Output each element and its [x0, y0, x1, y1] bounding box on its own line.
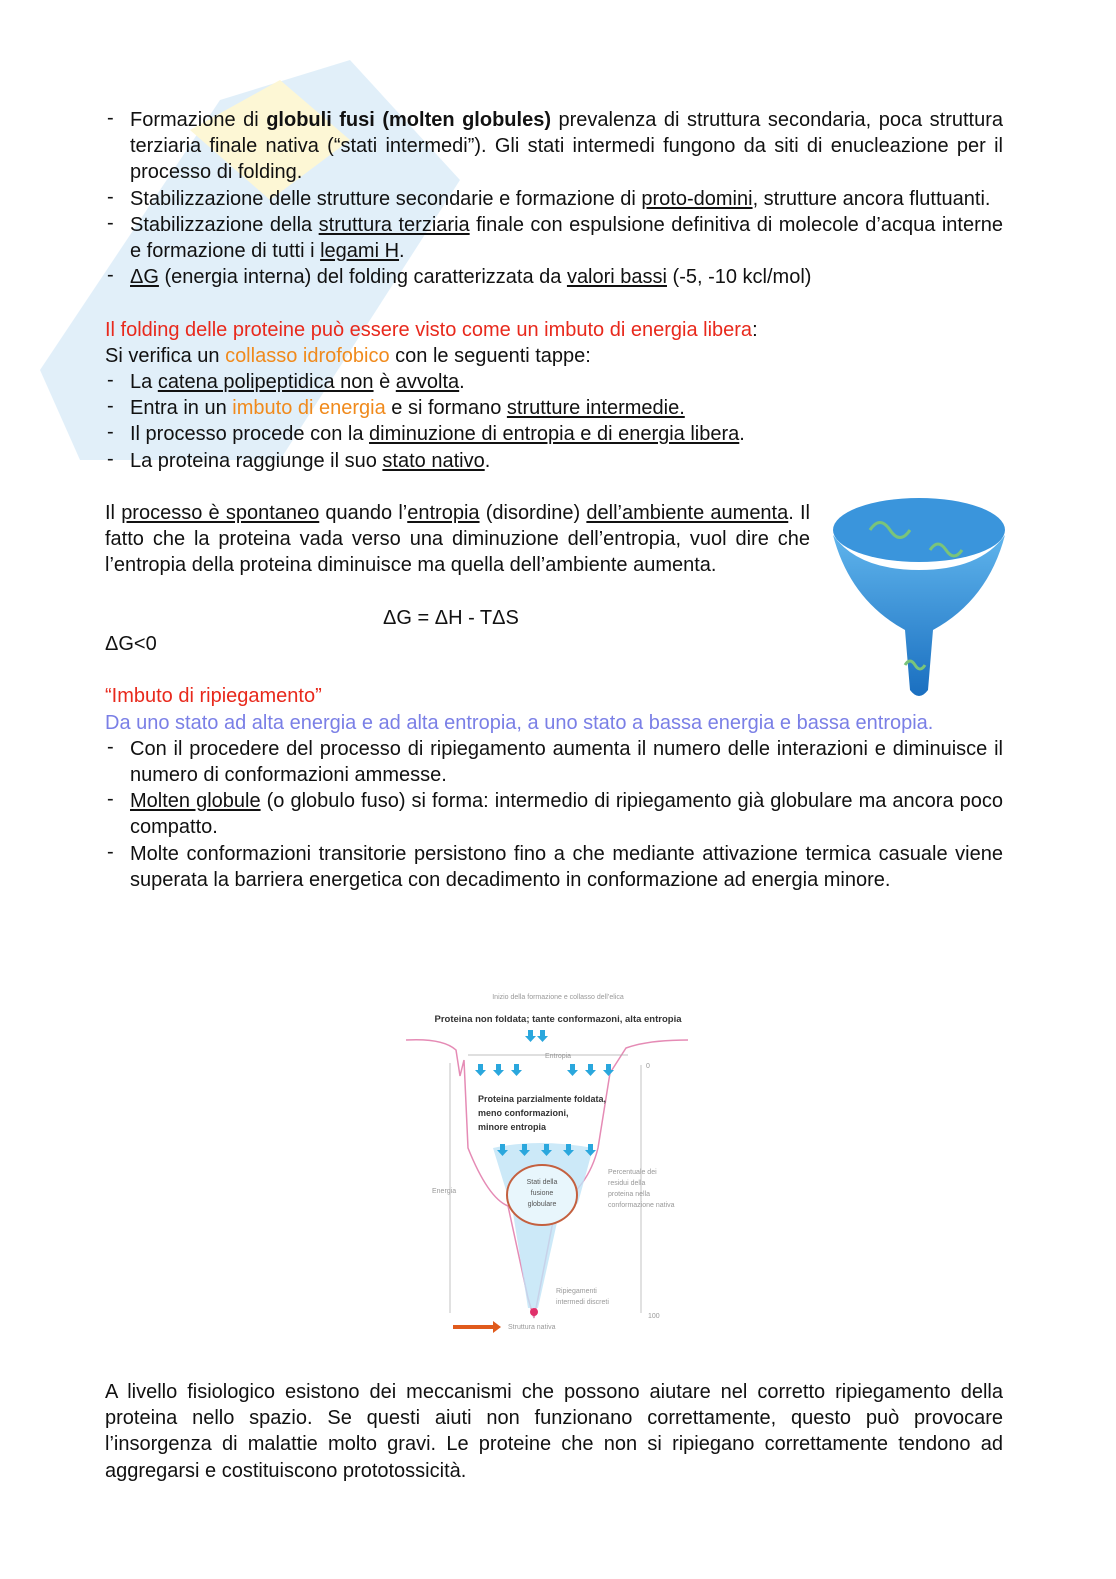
diagram-label-energy: Energia: [432, 1188, 457, 1195]
physiology-paragraph: A livello fisiologico esistono dei meccanismi che possono aiutare nel corretto ripiegamento della proteina nello spazio. Se questi aiuti non funzionano correttamente, questo può provocare l’insorgenza di malattie molto gravi. Le proteine che non si ripiegano correttamente tendono ad aggregarsi e costituiscono prototossicità.: [105, 1381, 1003, 1482]
diagram-label-globule-1: Stati della: [526, 1179, 558, 1186]
diagram-label-unfolded: Proteina non foldata; tante conformazoni, alta entropia: [434, 1014, 682, 1025]
collapse-steps-list: [105, 369, 1003, 474]
funnel-intro: Si verifica un collasso idrofobico con le seguenti tappe:: [105, 344, 591, 367]
list-item: - Molte conformazioni transitorie persistono fino a che mediante attivazione termica casuale viene superata la barriera energetica con decadimento in conformazione ad energia minore.: [105, 841, 1003, 893]
list-item: - Entra in un imbuto di energia e si formano strutture intermedie.: [105, 395, 1003, 421]
list-item: - La catena polipeptidica non è avvolta.: [105, 369, 1003, 395]
list-item: - ΔG (energia interna) del folding caratterizzata da valori bassi (-5, -10 kcl/mol): [105, 264, 1003, 290]
diagram-label-pct-4: conformazione nativa: [608, 1202, 675, 1209]
list-item: - Il processo procede con la diminuzione di entropia e di energia libera.: [105, 421, 1003, 447]
imbuto-subtitle: Da uno stato ad alta energia e ad alta entropia, a uno stato a bassa energia e bassa entropia.: [105, 711, 934, 734]
diagram-label-globule-2: fusione: [530, 1190, 554, 1197]
diagram-label-pct-2: residui della: [608, 1180, 646, 1187]
imbuto-title: “Imbuto di ripiegamento”: [105, 685, 322, 708]
diagram-label-intermediates-2: intermedi discreti: [556, 1299, 609, 1306]
spontaneity-paragraph: Il processo è spontaneo quando l’entropia (disordine) dell’ambiente aumenta. Il fatto che la proteina vada verso una diminuzione dell’entropia, vuol dire che l’entropia della proteina diminuisce ma quella dell’ambiente aumenta.: [105, 502, 810, 577]
diagram-label-top: Inizio della formazione e collasso dell’elica: [492, 994, 624, 1001]
energy-funnel-image: [830, 490, 1008, 708]
arrow-right-icon: [453, 1321, 501, 1333]
list-item: - Stabilizzazione della struttura terziaria finale con espulsione definitiva di molecole d’acqua interne e formazione di tutti i legami H.: [105, 212, 1003, 264]
diagram-label-hundred: 100: [648, 1313, 660, 1320]
gibbs-condition: ΔG<0: [105, 633, 157, 656]
funnel-heading: Il folding delle proteine può essere visto come un imbuto di energia libera:: [105, 318, 758, 341]
imbuto-list: [105, 736, 1003, 893]
diagram-label-partial-3: minore entropia: [478, 1122, 547, 1132]
diagram-label-intermediates-1: Ripiegamenti: [556, 1288, 597, 1295]
list-item: - Con il procedere del processo di ripiegamento aumenta il numero delle interazioni e diminuisce il numero di conformazioni ammesse.: [105, 736, 1003, 788]
folding-funnel-diagram: [398, 988, 718, 1333]
list-item: - Molten globule (o globulo fuso) si forma: intermedio di ripiegamento già globulare ma ancora poco compatto.: [105, 788, 1003, 840]
diagram-label-partial-1: Proteina parzialmente foldata,: [478, 1094, 607, 1104]
diagram-label-zero: 0: [646, 1063, 650, 1070]
arrows-icon: [475, 1030, 614, 1156]
list-item: - Formazione di globuli fusi (molten globules) prevalenza di struttura secondaria, poca struttura terziaria finale nativa (“stati intermedi”). Gli stati intermedi fungono da siti di enucleazione per il processo di folding.: [105, 107, 1003, 186]
folding-steps-list: [105, 107, 1003, 290]
list-item: - Stabilizzazione delle strutture secondarie e formazione di proto-domini, strutture ancora fluttuanti.: [105, 186, 1003, 212]
diagram-label-native: Struttura nativa: [508, 1324, 556, 1331]
diagram-label-partial-2: meno conformazioni,: [478, 1108, 569, 1118]
diagram-label-pct-1: Percentuale dei: [608, 1169, 657, 1176]
diagram-label-pct-3: proteina nella: [608, 1191, 651, 1198]
diagram-label-globule-3: globulare: [527, 1201, 557, 1208]
gibbs-equation: ΔG = ΔH - TΔS: [383, 606, 519, 629]
list-item: - La proteina raggiunge il suo stato nativo.: [105, 448, 1003, 474]
diagram-label-entropy: Entropia: [545, 1053, 572, 1060]
